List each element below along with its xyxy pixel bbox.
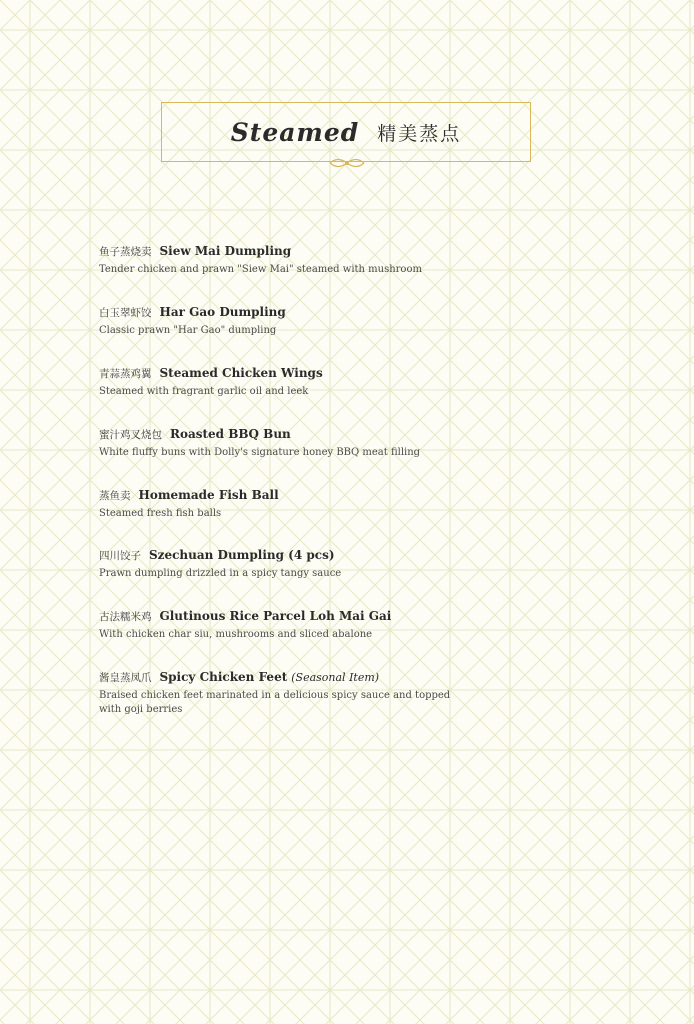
menu-item-description: Steamed with fragrant garlic oil and leek	[99, 386, 309, 397]
ornament-icon	[328, 155, 366, 171]
menu-item	[99, 487, 519, 521]
menu-item-description: Braised chicken feet marinated in a delicious spicy sauce and topped with goji berries	[99, 690, 451, 715]
menu-item-title	[99, 547, 519, 564]
menu-item-english-name: Glutinous Rice Parcel Loh Mai Gai	[159, 609, 392, 623]
menu-item	[99, 608, 519, 642]
menu-item-english-name: Steamed Chicken Wings	[159, 366, 323, 380]
menu-item	[99, 304, 519, 338]
menu-item-title	[99, 243, 519, 260]
menu-item-title	[99, 487, 519, 504]
menu-item-description: Classic prawn "Har Gao" dumpling	[99, 325, 277, 336]
menu-item	[99, 547, 519, 581]
section-title-chinese: 精美蒸点	[377, 122, 462, 145]
menu-item	[99, 365, 519, 399]
menu-item-english-name: Homemade Fish Ball	[138, 488, 279, 502]
menu-item	[99, 243, 519, 277]
menu-item-description: White fluffy buns with Dolly's signature honey BBQ meat filling	[99, 447, 421, 458]
menu-item-title	[99, 304, 519, 321]
menu-item-chinese-name: 酱皇蒸凤爪	[99, 672, 152, 684]
menu-item-english-name: Har Gao Dumpling	[159, 305, 286, 319]
menu-item-title	[99, 426, 519, 443]
menu-item-note: (Seasonal Item)	[291, 671, 380, 684]
menu-item-description: With chicken char siu, mushrooms and sliced abalone	[99, 629, 373, 640]
menu-item-english-name: Szechuan Dumpling (4 pcs)	[149, 548, 335, 562]
menu-item-chinese-name: 白玉翠虾饺	[99, 307, 152, 319]
menu-item-english-name: Siew Mai Dumpling	[159, 244, 292, 258]
menu-item-english-name: Spicy Chicken Feet	[159, 670, 288, 684]
menu-item	[99, 426, 519, 460]
menu-item-chinese-name: 古法糯米鸡	[99, 611, 152, 623]
section-title-english: Steamed	[230, 117, 360, 147]
menu-item-title	[99, 608, 519, 625]
menu-item-chinese-name: 鱼子蒸烧卖	[99, 246, 152, 258]
menu-item-description: Prawn dumpling drizzled in a spicy tangy sauce	[99, 568, 342, 579]
menu-item-chinese-name: 蒸鱼卖	[99, 490, 131, 502]
menu-item-chinese-name: 四川饺子	[99, 550, 141, 562]
menu-item-english-name: Roasted BBQ Bun	[170, 427, 291, 441]
menu-item-description: Steamed fresh fish balls	[99, 508, 222, 519]
menu-item-chinese-name: 青蒜蒸鸡翼	[99, 368, 152, 380]
menu-item-description: Tender chicken and prawn "Siew Mai" steamed with mushroom	[99, 264, 422, 275]
menu-item-chinese-name: 蜜汁鸡叉烧包	[99, 429, 162, 441]
section-header	[161, 102, 531, 162]
menu-item-title	[99, 669, 519, 686]
menu-item-title	[99, 365, 519, 382]
menu-item	[99, 669, 519, 717]
